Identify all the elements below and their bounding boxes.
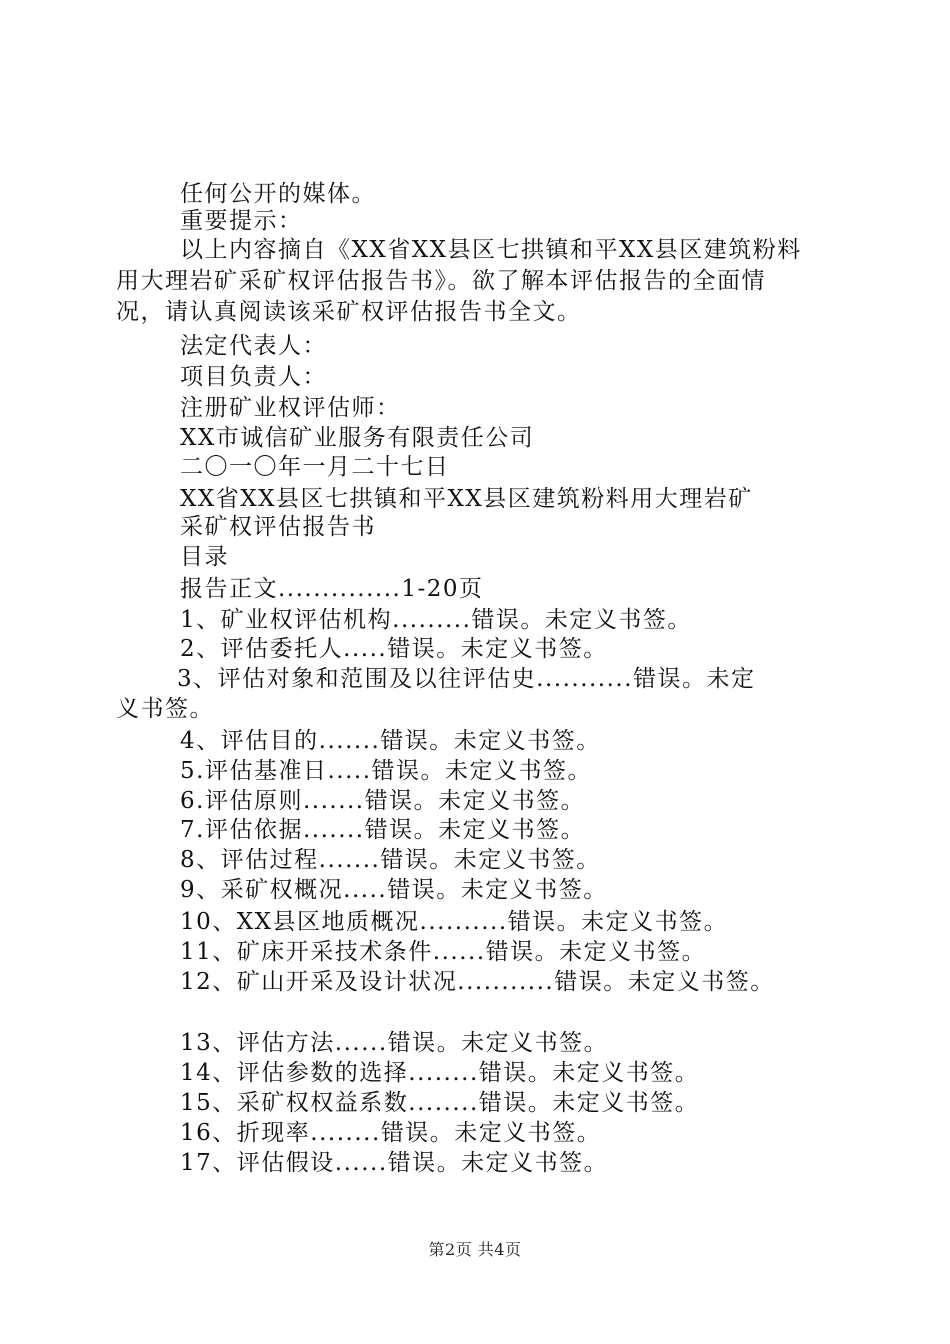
toc-entry: 2、评估委托人.....错误。未定义书签。 bbox=[180, 636, 608, 662]
toc-entry: 10、XX县区地质概况..........错误。未定义书签。 bbox=[180, 909, 729, 935]
toc-entry: 16、折现率........错误。未定义书签。 bbox=[180, 1120, 602, 1146]
company-name: XX市诚信矿业服务有限责任公司 bbox=[180, 425, 535, 451]
toc-entry: 8、评估过程.......错误。未定义书签。 bbox=[180, 847, 601, 873]
report-title: XX省XX县区七拱镇和平XX县区建筑粉料用大理岩矿 bbox=[180, 486, 753, 512]
toc-entry: 13、评估方法......错误。未定义书签。 bbox=[180, 1030, 609, 1056]
toc-entry: 7.评估依据.......错误。未定义书签。 bbox=[180, 817, 586, 843]
toc-entry: 14、评估参数的选择........错误。未定义书签。 bbox=[180, 1060, 700, 1086]
text-line: 用大理岩矿采矿权评估报告书》。欲了解本评估报告的全面情 bbox=[116, 268, 766, 294]
report-date: 二〇一〇年一月二十七日 bbox=[180, 454, 450, 480]
toc-entry: 报告正文..............1-20页 bbox=[180, 576, 484, 602]
toc-entry: 15、采矿权权益系数........错误。未定义书签。 bbox=[180, 1090, 700, 1116]
important-notice-heading: 重要提示： bbox=[180, 208, 303, 234]
toc-heading: 目录 bbox=[180, 544, 229, 570]
toc-entry: 6.评估原则.......错误。未定义书签。 bbox=[180, 788, 586, 814]
toc-entry-continuation: 义书签。 bbox=[116, 696, 214, 722]
report-subtitle: 采矿权评估报告书 bbox=[180, 514, 376, 540]
toc-entry: 11、矿床开采技术条件......错误。未定义书签。 bbox=[180, 939, 707, 965]
project-lead-label: 项目负责人： bbox=[180, 364, 327, 390]
toc-entry: 1、矿业权评估机构.........错误。未定义书签。 bbox=[180, 607, 692, 633]
toc-entry: 5.评估基准日.....错误。未定义书签。 bbox=[180, 758, 592, 784]
toc-entry: 17、评估假设......错误。未定义书签。 bbox=[180, 1150, 609, 1176]
toc-entry: 12、矿山开采及设计状况...........错误。未定义书签。 bbox=[180, 969, 775, 995]
toc-entry: 9、采矿权概况.....错误。未定义书签。 bbox=[180, 877, 608, 903]
text-line: 以上内容摘自《XX省XX县区七拱镇和平XX县区建筑粉料 bbox=[180, 237, 802, 263]
page-number-footer: 第2页 共4页 bbox=[428, 1240, 522, 1259]
text-line: 任何公开的媒体。 bbox=[180, 181, 376, 207]
legal-representative-label: 法定代表人： bbox=[180, 333, 327, 359]
appraiser-label: 注册矿业权评估师： bbox=[180, 395, 401, 421]
toc-entry: 3、评估对象和范围及以往评估史...........错误。未定 bbox=[177, 666, 756, 692]
toc-entry: 4、评估目的.......错误。未定义书签。 bbox=[180, 728, 601, 754]
text-line: 况，请认真阅读该采矿权评估报告书全文。 bbox=[116, 299, 582, 325]
